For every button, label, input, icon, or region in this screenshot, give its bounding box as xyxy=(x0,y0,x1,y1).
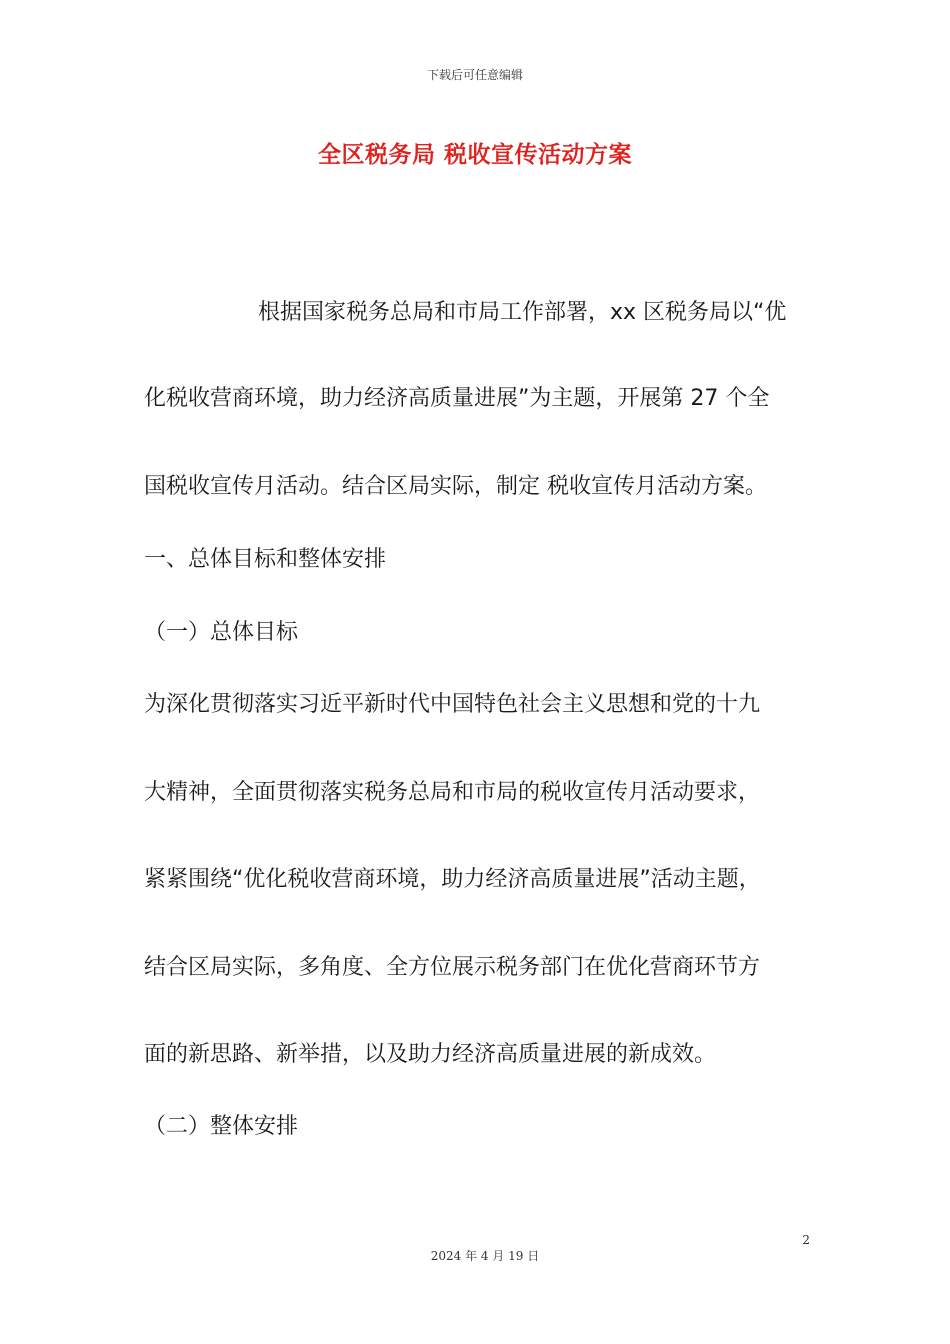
subsection-heading: （二）整体安排 xyxy=(144,1114,299,1139)
page-number: 2 xyxy=(802,1233,810,1247)
paragraph-line: 为深化贯彻落实习近平新时代中国特色社会主义思想和党的十九 xyxy=(144,692,761,717)
paragraph-line: 面的新思路、新举措，以及助力经济高质量进展的新成效。 xyxy=(144,1042,717,1067)
section-heading: 一、总体目标和整体安排 xyxy=(144,547,387,572)
document-title: 全区税务局 税收宣传活动方案 xyxy=(317,142,632,168)
paragraph-line: 结合区局实际，多角度、全方位展示税务部门在优化营商环节方 xyxy=(144,955,761,980)
paragraph-line: 根据国家税务总局和市局工作部署，xx 区税务局以“优 xyxy=(258,300,787,325)
subsection-heading: （一）总体目标 xyxy=(144,620,299,645)
paragraph-line: 国税收宣传月活动。结合区局实际，制定 税收宣传月活动方案。 xyxy=(144,474,767,499)
paragraph-line: 大精神，全面贯彻落实税务总局和市局的税收宣传月活动要求， xyxy=(144,780,761,805)
page-footer-date: 2024 年 4 月 19 日 xyxy=(430,1249,540,1263)
paragraph-line: 化税收营商环境，助力经济高质量进展”为主题，开展第 27 个全 xyxy=(144,386,770,411)
page-header: 下载后可任意编辑 xyxy=(426,68,523,82)
paragraph-line: 紧紧围绕“优化税收营商环境，助力经济高质量进展”活动主题， xyxy=(144,867,761,892)
